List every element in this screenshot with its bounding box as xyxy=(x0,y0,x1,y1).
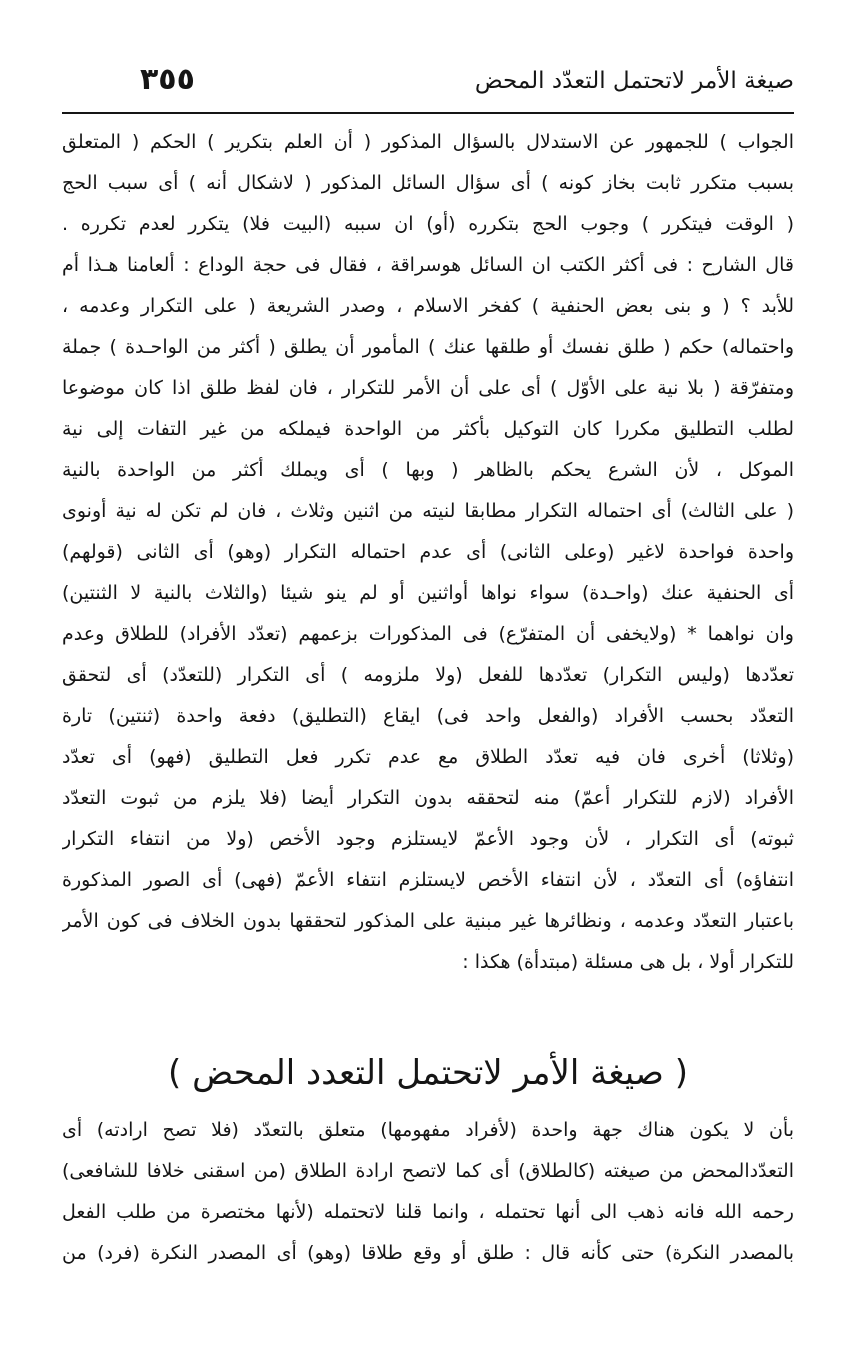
section-heading: ( صيغة الأمر لاتحتمل التعدد المحض ) xyxy=(168,1053,688,1093)
text-line: باعتبار التعدّد وعدمه ، ونظائرها غير مبنية على المذكور لتحققها بدون الخلاف فى كون الأمر xyxy=(62,910,794,932)
header-rule xyxy=(62,112,794,114)
text-line: وان نواهما * (ولايخفى أن المتفرّع) فى المذكورات بزعمهم (تعدّد الأفراد) للطلاق وعدم xyxy=(62,623,794,645)
text-line: بالمصدر النكرة) حتى كأنه قال : طلق أو وقع طلاقا (وهو) أى المصدر النكرة (فرد) من xyxy=(62,1242,794,1264)
text-line: واحتماله) حكم ( طلق نفسك أو طلقها عنك ) المأمور أن يطلق ( أكثر من الواحـدة ) جملة xyxy=(62,336,794,358)
text-line: الجواب ) للجمهور عن الاستدلال بالسؤال المذكور ( أن العلم بتكرير ) الحكم ( المتعلق xyxy=(62,131,794,153)
text-line: رحمه الله فانه ذهب الى أنها تحتمله ، وانما قلنا لاتحتمله (لأنها مختصرة من طلب الفعل xyxy=(62,1201,794,1223)
text-line: للأبد ؟ ( و بنى بعض الحنفية ) كفخر الاسلام ، وصدر الشريعة ( على التكرار وعدمه ، xyxy=(62,295,794,317)
text-line: (وثلاثا) أخرى فان فيه تعدّد الطلاق مع عدم تكرر فعل التطليق (فهو) أى تعدّد xyxy=(62,746,794,768)
text-line: لطلب التطليق مكررا كان التوكيل بأكثر من الواحدة فيملكه من غير التفات إلى نية xyxy=(62,418,794,440)
page-number: ٣٥٥ xyxy=(140,62,195,97)
running-head xyxy=(62,62,794,104)
text-line: الأفراد (لازم للتكرار أعمّ) منه لتحققه بدون التكرار أيضا (فلا يلزم من ثبوت التعدّد xyxy=(62,787,794,809)
text-line: بأن لا يكون هناك جهة واحدة (لأفراد مفهومها) متعلق بالتعدّد (فلا تصح ارادته) أى xyxy=(62,1119,794,1141)
text-line: ثبوته) أى التكرار ، لأن وجود الأعمّ لايستلزم وجود الأخص (ولا من انتفاء التكرار xyxy=(62,828,794,850)
text-line: التعدّد بحسب الأفراد (والفعل واحد فى) ايقاع (التطليق) دفعة واحدة (ثنتين) تارة xyxy=(62,705,794,727)
text-line: ( الوقت فيتكرر ) وجوب الحج بتكرره (أو) ان سببه (البيت فلا) يتكرر لعدم تكرره . xyxy=(62,213,794,235)
text-line: واحدة فواحدة لاغير (وعلى الثانى) أى عدم احتماله التكرار (وهو) أى الثانى (قولهم) xyxy=(62,541,794,563)
text-line: انتفاؤه) أى التعدّد ، لأن انتفاء الأخص لايستلزم انتفاء الأعمّ (فهى) أى الصور المذكورة xyxy=(62,869,794,891)
text-line: تعدّدها (وليس التكرار) تعدّدها للفعل (ولا ملزومه ) أى التكرار (للتعدّد) أى لتحقق xyxy=(62,664,794,686)
text-line: التعدّدالمحض من صيغته (كالطلاق) أى كما لاتصح ارادة الطلاق (من اسقنى خلافا للشافعى) xyxy=(62,1160,794,1182)
text-line: بسبب متكرر ثابت بخاز كونه ) أى سؤال السائل المذكور ( لاشكال أنه ) أى سبب الحج xyxy=(62,172,794,194)
running-title: صيغة الأمر لاتحتمل التعدّد المحض xyxy=(474,68,794,94)
text-line: الموكل ، لأن الشرع يحكم بالظاهر ( وبها ) أى ويملك أكثر من الواحدة بالنية xyxy=(62,459,794,481)
text-line: ( على الثالث) أى احتماله التكرار مطابقا لنيته من اثنين وثلاث ، فان لم تكن له نية أونوى xyxy=(62,500,794,522)
text-line: قال الشارح : فى أكثر الكتب ان السائل هوسراقة ، فقال فى حجة الوداع : ألعامنا هـذا أم xyxy=(62,254,794,276)
text-line: للتكرار أولا ، بل هى مسئلة (مبتدأة) هكذا : xyxy=(462,951,794,973)
text-line: أى الحنفية عنك (واحـدة) سواء نواها أواثنين أو لم ينو شيئا (والثلاث بالنية لا الثنتين) xyxy=(62,582,794,604)
text-line: ومتفرّقة ( بلا نية على الأوّل ) أى على أن الأمر للتكرار ، فان لفظ طلق اذا كان موضوعا xyxy=(62,377,794,399)
